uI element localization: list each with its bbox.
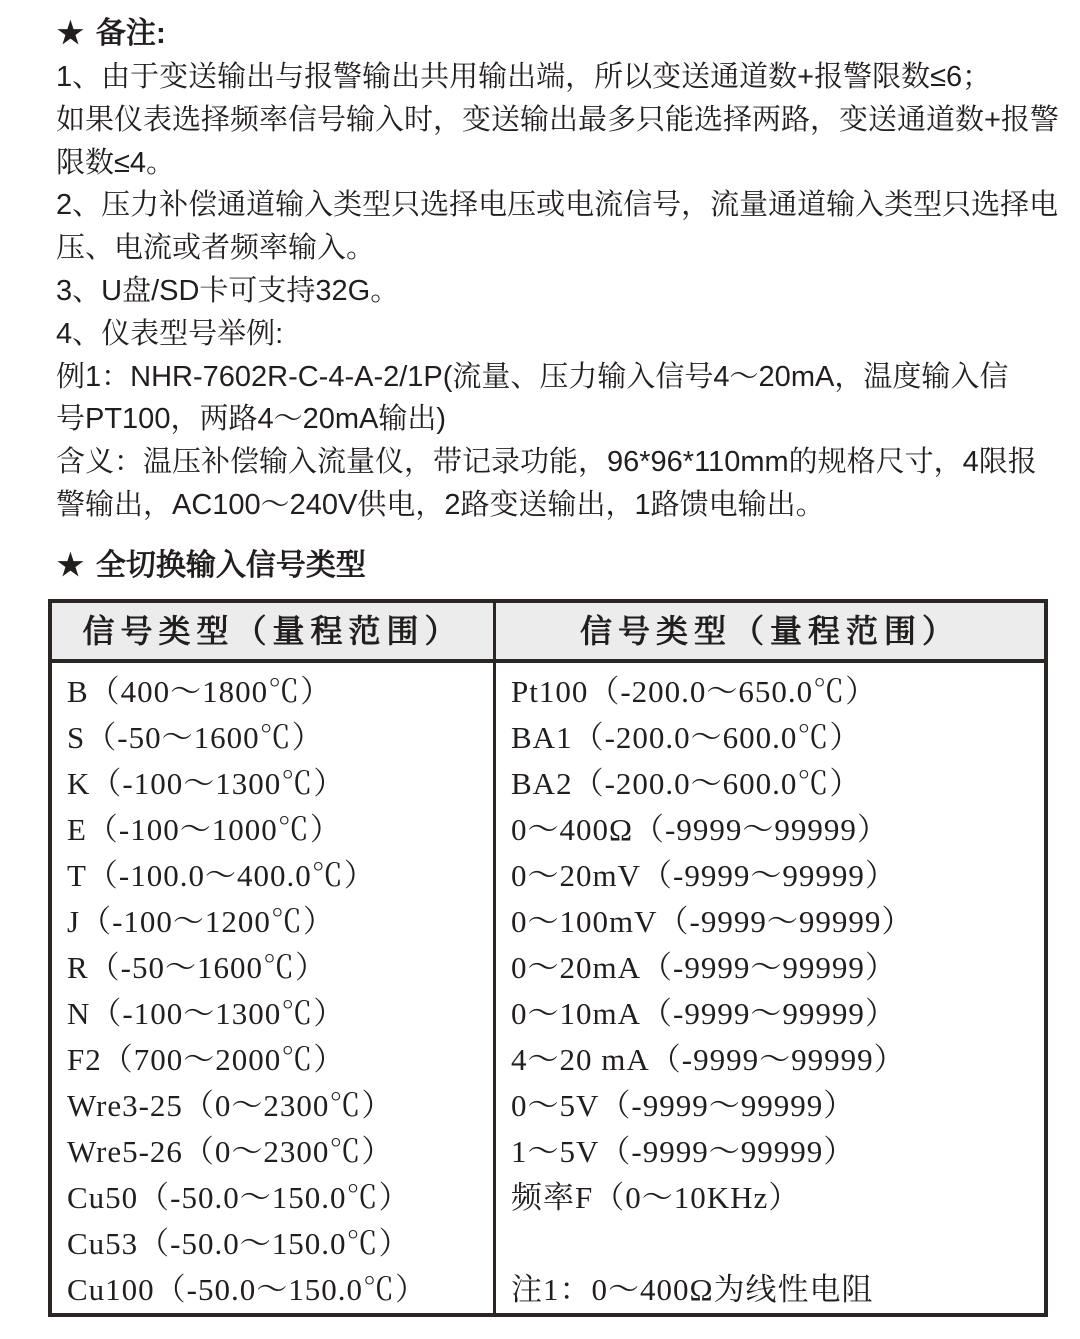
star-icon: ★ (57, 548, 84, 582)
signal-type-entry: 4～20 mA（-9999～99999） (511, 1041, 906, 1077)
signal-type-entry: B（400～1800℃） (67, 673, 333, 709)
table-cell-left (52, 663, 493, 1313)
signal-type-entry: T（-100.0～400.0℃） (67, 857, 376, 893)
note-line: 例1：NHR-7602R-C-4-A-2/1P(流量、压力输入信号4～20mA，温度输入信 (56, 360, 1009, 393)
signal-type-entry (511, 1221, 1044, 1267)
signal-type-entry: R（-50～1600℃） (67, 949, 327, 985)
signal-type-entry: E（-100～1000℃） (67, 811, 342, 847)
note-line: 警输出，AC100～240V供电，2路变送输出，1路馈电输出。 (56, 488, 825, 521)
table-body-row (52, 663, 1044, 1313)
signal-type-entry: 注1：0～400Ω为线性电阻 (511, 1271, 874, 1307)
signal-type-entry: Pt100（-200.0～650.0℃） (511, 673, 878, 709)
signal-type-entry: 0～20mA（-9999～99999） (511, 949, 897, 985)
signal-section-title: 全切换输入信号类型 (95, 548, 366, 582)
note-line: 含义：温压补偿输入流量仪，带记录功能，96*96*110mm的规格尺寸，4限报 (56, 446, 1037, 479)
signal-type-entry: BA1（-200.0～600.0℃） (511, 719, 862, 755)
note-line: 压、电流或者频率输入。 (56, 232, 376, 265)
signal-type-entry: 1～5V（-9999～99999） (511, 1133, 856, 1169)
table-header-row (52, 603, 1044, 663)
notes-title: 备注: (95, 17, 166, 50)
signal-type-entry: N（-100～1300℃） (67, 995, 346, 1031)
table-header-left: 信号类型（量程范围） (82, 612, 463, 649)
signal-type-entry: S（-50～1600℃） (67, 719, 324, 755)
signal-type-entry: Cu50（-50.0～150.0℃） (67, 1179, 411, 1215)
star-icon: ★ (57, 17, 84, 50)
table-header-right: 信号类型（量程范围） (493, 603, 1044, 659)
signal-type-entry: J（-100～1200℃） (67, 903, 335, 939)
signal-type-entry: Cu100（-50.0～150.0℃） (67, 1271, 427, 1307)
signal-type-table (48, 599, 1048, 1317)
note-line: 号PT100，两路4～20mA输出) (56, 403, 446, 436)
notes-heading (0, 0, 1080, 56)
note-line: 3、U盘/SD卡可支持32G。 (56, 274, 400, 307)
signal-type-entry: K（-100～1300℃） (67, 765, 346, 801)
signal-type-entry: 0～5V（-9999～99999） (511, 1087, 856, 1123)
note-line: 如果仪表选择频率信号输入时，变送输出最多只能选择两路，变送通道数+报警 (56, 103, 1059, 136)
signal-type-entry: 0～20mV（-9999～99999） (511, 857, 897, 893)
signal-type-entry: 0～100mV（-9999～99999） (511, 903, 914, 939)
signal-section-heading (0, 544, 1080, 588)
signal-type-entry: 0～400Ω（-9999～99999） (511, 811, 889, 847)
signal-type-entry: Wre5-26（0～2300℃） (67, 1133, 394, 1169)
note-line: 1、由于变送输出与报警输出共用输出端，所以变送通道数+报警限数≤6； (56, 61, 992, 93)
note-line: 4、仪表型号举例: (56, 317, 284, 350)
note-line: 限数≤4。 (56, 146, 176, 179)
signal-type-entry: Wre3-25（0～2300℃） (67, 1087, 394, 1123)
signal-type-entry: F2（700～2000℃） (67, 1041, 346, 1077)
table-cell-right (493, 663, 1044, 1313)
signal-type-entry: BA2（-200.0～600.0℃） (511, 765, 862, 801)
signal-type-entry: Cu53（-50.0～150.0℃） (67, 1225, 411, 1261)
signal-type-entry: 0～10mA（-9999～99999） (511, 995, 897, 1031)
signal-type-entry: 频率F（0～10KHz） (511, 1179, 801, 1215)
note-line: 2、压力补偿通道输入类型只选择电压或电流信号，流量通道输入类型只选择电 (56, 189, 1059, 222)
notes-body (0, 56, 1080, 527)
